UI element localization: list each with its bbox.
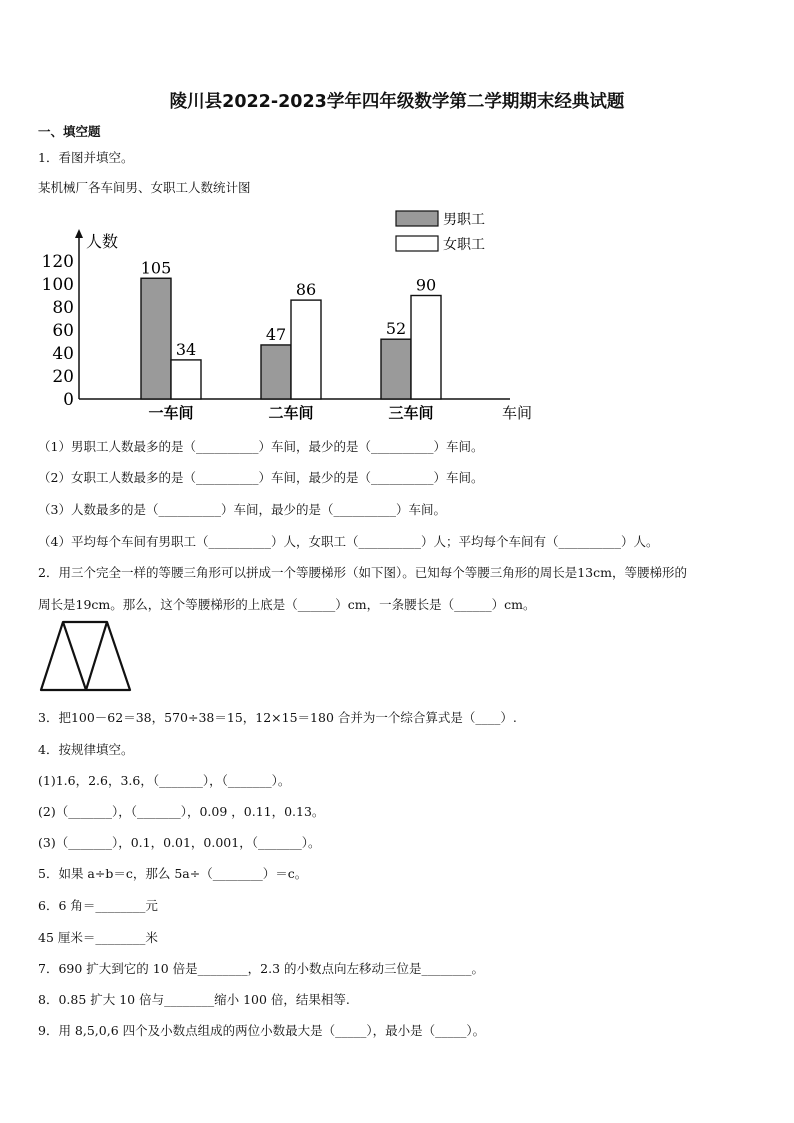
chart-caption: 某机械厂各车间男、女职工人数统计图: [38, 180, 251, 195]
y-ticks: [42, 252, 74, 410]
data-label: 34: [175, 339, 197, 359]
question-4-3: (3)（_______），0.1，0.01，0.001，（_______）。: [38, 835, 321, 850]
page-title: 陵川县2022-2023学年四年级数学第二学期期末经典试题: [169, 92, 625, 112]
y-tick-label: 0: [63, 390, 74, 410]
section-heading: 一、填空题: [38, 124, 101, 139]
question-8: 8．0.85 扩大 10 倍与________缩小 100 倍，结果相等.: [38, 992, 350, 1007]
question-9: 9．用 8,5,0,6 四个及小数点组成的两位小数最大是（_____），最小是（_____）。: [38, 1023, 486, 1038]
question-3: 3．把100－62＝38，570÷38＝15，12×15＝180 合并为一个综合算式是（____）.: [38, 710, 517, 725]
y-tick-label: 60: [52, 321, 74, 341]
question-4: 4．按规律填空。: [38, 742, 134, 757]
question-5: 5．如果 a÷b＝c，那么 5a÷（________）＝c。: [38, 866, 308, 881]
legend-label-female: 女职工: [443, 237, 485, 253]
data-label: 105: [140, 258, 172, 278]
question-2-line-2: 周长是19cm。那么，这个等腰梯形的上底是（______）cm，一条腰长是（______）cm。: [38, 597, 536, 612]
bar-male-1: [141, 278, 171, 399]
question-7: 7．690 扩大到它的 10 倍是________，2.3 的小数点向左移动三位是________。: [38, 961, 484, 976]
category-label: 一车间: [148, 404, 194, 422]
y-axis-label: 人数: [86, 232, 119, 251]
question-1-1: （1）男职工人数最多的是（__________）车间，最少的是（__________）车间。: [38, 439, 484, 454]
y-tick-label: 120: [41, 252, 74, 272]
question-1-2: （2）女职工人数最多的是（__________）车间，最少的是（__________）车间。: [38, 470, 484, 485]
y-tick-label: 80: [52, 298, 74, 318]
question-6-b: 45 厘米＝________米: [38, 930, 158, 945]
question-1: 1．看图并填空。: [38, 150, 134, 165]
trapezoid-figure: [38, 618, 134, 694]
legend-label-male: 男职工: [443, 212, 485, 228]
legend-swatch-female: [396, 236, 438, 251]
trapezoid-outline: [41, 622, 130, 690]
bar-female-3: [411, 296, 441, 400]
bar-female-1: [171, 360, 201, 399]
question-6-a: 6．6 角＝________元: [38, 898, 158, 913]
triangle-edge-left: [63, 622, 86, 690]
y-tick-label: 40: [52, 344, 74, 364]
y-tick-label: 20: [52, 367, 74, 387]
bar-male-2: [261, 345, 291, 399]
question-1-4: （4）平均每个车间有男职工（__________）人，女职工（__________）人；平均每个车间有（__________）人。: [38, 534, 659, 549]
question-2-line-1: 2．用三个完全一样的等腰三角形可以拼成一个等腰梯形（如下图）。已知每个等腰三角形的周长是13cm，等腰梯形的: [38, 565, 687, 580]
question-4-2: (2)（_______），（_______），0.09 ，0.11，0.13。: [38, 804, 325, 819]
legend-swatch-male: [396, 211, 438, 226]
y-tick-label: 100: [41, 275, 74, 295]
data-label: 86: [295, 280, 317, 300]
triangle-edge-right: [86, 622, 107, 690]
bars: [141, 258, 441, 422]
y-axis-arrow: [75, 229, 83, 238]
bar-female-2: [291, 300, 321, 399]
category-label: 三车间: [388, 404, 434, 422]
category-label: 二车间: [268, 404, 314, 422]
data-label: 47: [265, 324, 287, 344]
question-1-3: （3）人数最多的是（__________）车间，最少的是（__________）车间。: [38, 502, 446, 517]
data-label: 90: [415, 275, 437, 295]
question-4-1: (1)1.6，2.6，3.6，（_______），（_______）。: [38, 773, 291, 788]
bar-male-3: [381, 339, 411, 399]
x-axis-label: 车间: [502, 404, 533, 422]
chart-legend: [396, 211, 485, 253]
bar-chart: [40, 205, 560, 427]
data-label: 52: [385, 319, 407, 339]
